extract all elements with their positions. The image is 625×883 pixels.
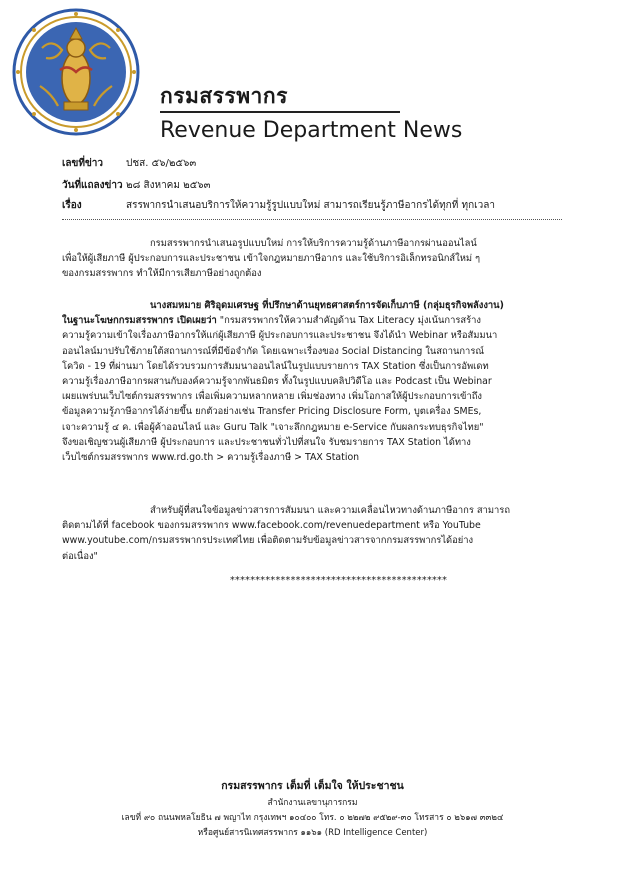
paragraph-line: เพื่อให้ผู้เสียภาษี ผู้ประกอบการและประชาชน เข้าใจกฎหมายภาษีอากร และใช้บริการอิเล็กทรอนิกส์ใหม่ ๆ [62, 253, 481, 265]
paragraph-line: ข้อมูลความรู้ภาษีอากรได้ง่ายขึ้น ยกตัวอย่างเช่น Transfer Pricing Disclosure Form, บูตเครื่อง SMEs, [62, 406, 482, 418]
paragraph-line: ของกรมสรรพากร ทำให้มีการเสียภาษีอย่างถูกต้อง [62, 268, 262, 280]
spokesperson-line: นางสมหมาย ศิริอุดมเศรษฐ ที่ปรึกษาด้านยุทธศาสตร์การจัดเก็บภาษี (กลุ่มธุรกิจพลังงาน) [150, 300, 504, 311]
footer-address: เลขที่ ๙๐ ถนนพหลโยธิน ๗ พญาไท กรุงเทพฯ ๑๐๔๐๐ โทร. ๐ ๒๒๗๒ ๙๕๒๙-๓๐ โทรสาร ๐ ๒๖๑๗ ๓๓๒๔ [121, 813, 504, 823]
subject-row [62, 199, 495, 213]
revenue-department-seal-icon [12, 8, 140, 136]
subject-label: เรื่อง [62, 200, 82, 211]
paragraph-line: เผยแพร่บนเว็บไซต์กรมสรรพากร เพื่อเพิ่มความหลากหลาย เพิ่มช่องทาง เพิ่มโอกาสให้ผู้ประกอบการเข้าถึง [62, 391, 482, 403]
paragraph-line: www.youtube.com/กรมสรรพากรประเทศไทย เพื่อติดตามรับข้อมูลข่าวสารจากกรมสรรพากรได้อย่าง [62, 535, 474, 547]
news-number-label: เลขที่ข่าว [62, 158, 104, 169]
paragraph-line: โควิด - 19 ที่ผ่านมา โดยได้รวบรวมการสัมมนาออนไลน์ในรูปแบบรายการ TAX Station ซึ่งเป็นการอัพเดท [62, 360, 489, 372]
footer-office: สำนักงานเลขานุการกรม [267, 798, 358, 808]
header-rule [160, 111, 400, 113]
release-date-label: วันที่แถลงข่าว [62, 180, 123, 191]
paragraph-line: ออนไลน์มาปรับใช้ภายใต้สถานการณ์ที่มีข้อจำกัด โดยเฉพาะเรื่องของ Social Distancing ในสถานการณ์ [62, 345, 485, 357]
paragraph-line: ความรู้ความเข้าใจเรื่องภาษีอากรให้แก่ผู้เสียภาษี ผู้ประกอบการและประชาชน จึงได้นำ Webinar หรือสัมมนา [62, 330, 498, 342]
end-of-text-stars: ******************************************* [230, 575, 448, 586]
paragraph-followup [62, 503, 570, 564]
paragraph-line: ความรู้เรื่องภาษีอากรผสานกับองค์ความรู้จากพันธมิตร ทั้งในรูปแบบคลิปวิดีโอ และ Podcast เป็น Webinar [62, 376, 492, 388]
dotted-separator [62, 219, 562, 220]
org-name-thai: กรมสรรพากร [160, 84, 288, 108]
paragraph-spokesperson [62, 298, 570, 465]
paragraph-line [62, 313, 570, 328]
paragraph-line: เว็บไซต์กรมสรรพากร www.rd.go.th > ความรู้เรื่องภาษี > TAX Station [62, 452, 360, 464]
subject-value: สรรพากรนำเสนอบริการให้ความรู้รูปแบบใหม่ สามารถเรียนรู้ภาษีอากรได้ทุกที่ ทุกเวลา [126, 200, 495, 211]
quote-start: "กรมสรรพากรให้ความสำคัญด้าน Tax Literacy มุ่งเน้นการสร้าง [216, 315, 482, 327]
footer-slogan: กรมสรรพากร เต็มที่ เต็มใจ ให้ประชาชน [221, 780, 404, 792]
paragraph-line: ต่อเนื่อง" [62, 550, 98, 562]
footer-hotline: หรือศูนย์สารนิเทศสรรพากร ๑๑๖๑ (RD Intelligence Center) [197, 828, 428, 838]
paragraph-line: เจาะความรู้ ๔ ค. เพื่อผู้ค้าออนไลน์ และ Guru Talk "เจาะลึกกฎหมาย e-Service กับผลกระทบธุรกิจไทย" [62, 421, 484, 433]
release-date-value: ๒๘ สิงหาคม ๒๕๖๓ [126, 180, 211, 191]
org-name-english: Revenue Department News [160, 118, 463, 143]
news-number-value: ปชส. ๕๖/๒๕๖๓ [126, 158, 197, 169]
paragraph-line: ติดตามได้ที่ facebook ของกรมสรรพากร www.facebook.com/revenuedepartment หรือ YouTube [62, 520, 481, 532]
release-date-row [62, 179, 210, 193]
news-number-row [62, 157, 196, 171]
paragraph-line: สำหรับผู้ที่สนใจข้อมูลข่าวสารการสัมมนา และความเคลื่อนไหวทางด้านภาษีอากร สามารถ [150, 505, 511, 516]
paragraph-line: กรมสรรพากรนำเสนอรูปแบบใหม่ การให้บริการความรู้ด้านภาษีอากรผ่านออนไลน์ [150, 238, 477, 249]
paragraph-intro [62, 236, 570, 282]
spokesperson-role: ในฐานะโฆษกกรมสรรพากร เปิดเผยว่า [62, 315, 217, 327]
paragraph-line: จึงขอเชิญชวนผู้เสียภาษี ผู้ประกอบการ และประชาชนทั่วไปที่สนใจ รับชมรายการ TAX Station ได้ทาง [62, 436, 471, 448]
